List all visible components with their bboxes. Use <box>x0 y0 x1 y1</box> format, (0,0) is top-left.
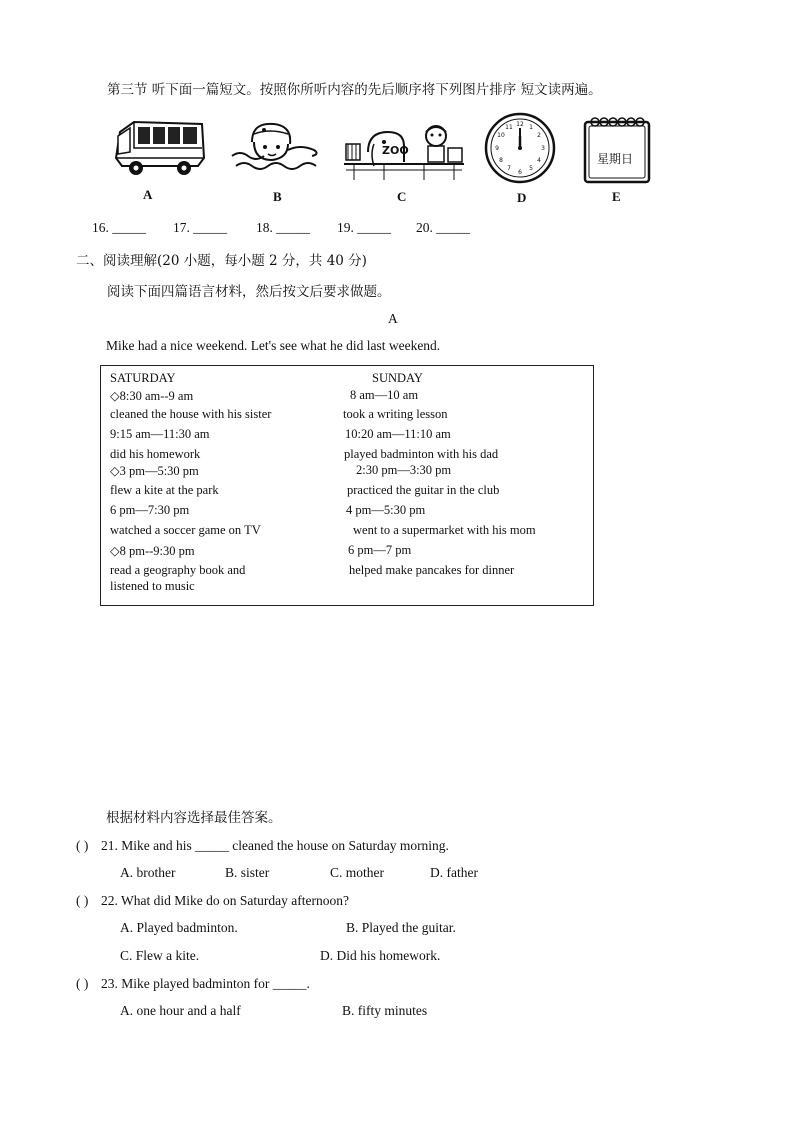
svg-text:9: 9 <box>495 145 499 152</box>
picture-label-e: E <box>612 189 621 204</box>
calendar-icon <box>583 114 653 184</box>
sun-activity-3: practiced the guitar in the club <box>347 483 500 497</box>
sat-activity-3: flew a kite at the park <box>110 483 219 497</box>
svg-text:10: 10 <box>497 132 505 139</box>
answer-paren-21[interactable]: ( ) <box>76 838 89 853</box>
answer-paren-23[interactable]: ( ) <box>76 976 89 991</box>
swimmer-icon <box>230 120 326 178</box>
sun-time-1: 8 am—10 am <box>350 388 419 402</box>
sat-time-1: ◇8:30 am--9 am <box>110 389 194 403</box>
blank-18[interactable]: 18. _____ <box>256 220 310 235</box>
svg-text:2: 2 <box>537 132 541 139</box>
sun-activity-5: helped make pancakes for dinner <box>349 563 515 577</box>
schedule-box <box>100 365 594 606</box>
svg-text:4: 4 <box>537 157 541 164</box>
question-text-22: 22. What did Mike do on Saturday afternoon? <box>101 893 349 908</box>
sun-time-4: 4 pm—5:30 pm <box>346 503 426 517</box>
sat-activity-1: cleaned the house with his sister <box>110 407 272 421</box>
sat-activity-2: did his homework <box>110 447 201 461</box>
zoo-icon <box>344 122 464 182</box>
part2-heading: 二、阅读理解(20 小题，每小题 2 分，共 40 分) <box>76 253 367 269</box>
picture-label-a: A <box>143 187 153 202</box>
sun-time-2: 10:20 am—11:10 am <box>345 427 451 441</box>
option-22-b[interactable]: B. Played the guitar. <box>346 920 456 935</box>
svg-text:1: 1 <box>529 124 533 131</box>
option-22-a[interactable]: A. Played badminton. <box>120 920 238 935</box>
picture-label-d: D <box>517 190 527 205</box>
sat-time-5: ◇8 pm--9:30 pm <box>110 544 195 558</box>
option-22-c[interactable]: C. Flew a kite. <box>120 948 200 963</box>
option-21-a[interactable]: A. brother <box>120 865 176 880</box>
question-text-21: 21. Mike and his _____ cleaned the house on Saturday morning. <box>101 838 449 853</box>
blank-17[interactable]: 17. _____ <box>173 220 227 235</box>
option-22-d[interactable]: D. Did his homework. <box>320 948 441 963</box>
sun-time-5: 6 pm—7 pm <box>348 543 412 557</box>
sat-time-3: ◇3 pm—5:30 pm <box>110 464 199 478</box>
sat-activity-4: watched a soccer game on TV <box>110 523 261 537</box>
sat-activity-5b: listened to music <box>110 579 195 593</box>
section3-instruction: 第三节 听下面一篇短文。按照你所听内容的先后顺序将下列图片排序 短文读两遍。 <box>107 82 602 98</box>
questions-intro: 根据材料内容选择最佳答案。 <box>106 810 282 826</box>
answer-paren-22[interactable]: ( ) <box>76 893 89 908</box>
svg-text:7: 7 <box>507 165 511 172</box>
sun-activity-2: played badminton with his dad <box>344 447 499 461</box>
sun-activity-1: took a writing lesson <box>343 407 448 421</box>
picture-label-c: C <box>397 189 407 204</box>
option-21-c[interactable]: C. mother <box>330 865 384 880</box>
bus-icon <box>112 118 208 180</box>
sat-time-4: 6 pm—7:30 pm <box>110 503 190 517</box>
passage-letter: A <box>388 311 398 326</box>
passage-intro: Mike had a nice weekend. Let's see what he did last weekend. <box>106 338 441 353</box>
saturday-header: SATURDAY <box>110 371 176 385</box>
clock-icon <box>484 112 556 184</box>
svg-text:3: 3 <box>541 145 545 152</box>
svg-text:6: 6 <box>518 169 522 176</box>
sat-activity-5: read a geography book and <box>110 563 246 577</box>
svg-text:12: 12 <box>516 121 524 128</box>
question-text-23: 23. Mike played badminton for _____. <box>101 976 310 991</box>
blank-20[interactable]: 20. _____ <box>416 220 470 235</box>
calendar-text: 星期日 <box>597 152 634 166</box>
option-21-d[interactable]: D. father <box>430 865 478 880</box>
option-21-b[interactable]: B. sister <box>225 865 270 880</box>
svg-text:8: 8 <box>499 157 503 164</box>
option-23-b[interactable]: B. fifty minutes <box>342 1003 428 1018</box>
picture-label-b: B <box>273 189 282 204</box>
svg-text:5: 5 <box>529 165 533 172</box>
svg-text:ZOO: ZOO <box>382 144 409 157</box>
sun-activity-4: went to a supermarket with his mom <box>353 523 536 537</box>
sat-time-2: 9:15 am—11:30 am <box>110 427 210 441</box>
blank-16[interactable]: 16. _____ <box>92 220 146 235</box>
part2-intro: 阅读下面四篇语言材料，然后按文后要求做题。 <box>107 284 391 300</box>
option-23-a[interactable]: A. one hour and a half <box>120 1003 241 1018</box>
sun-time-3: 2:30 pm—3:30 pm <box>356 463 452 477</box>
svg-text:11: 11 <box>505 124 513 131</box>
blank-19[interactable]: 19. _____ <box>337 220 391 235</box>
sunday-header: SUNDAY <box>372 371 423 385</box>
